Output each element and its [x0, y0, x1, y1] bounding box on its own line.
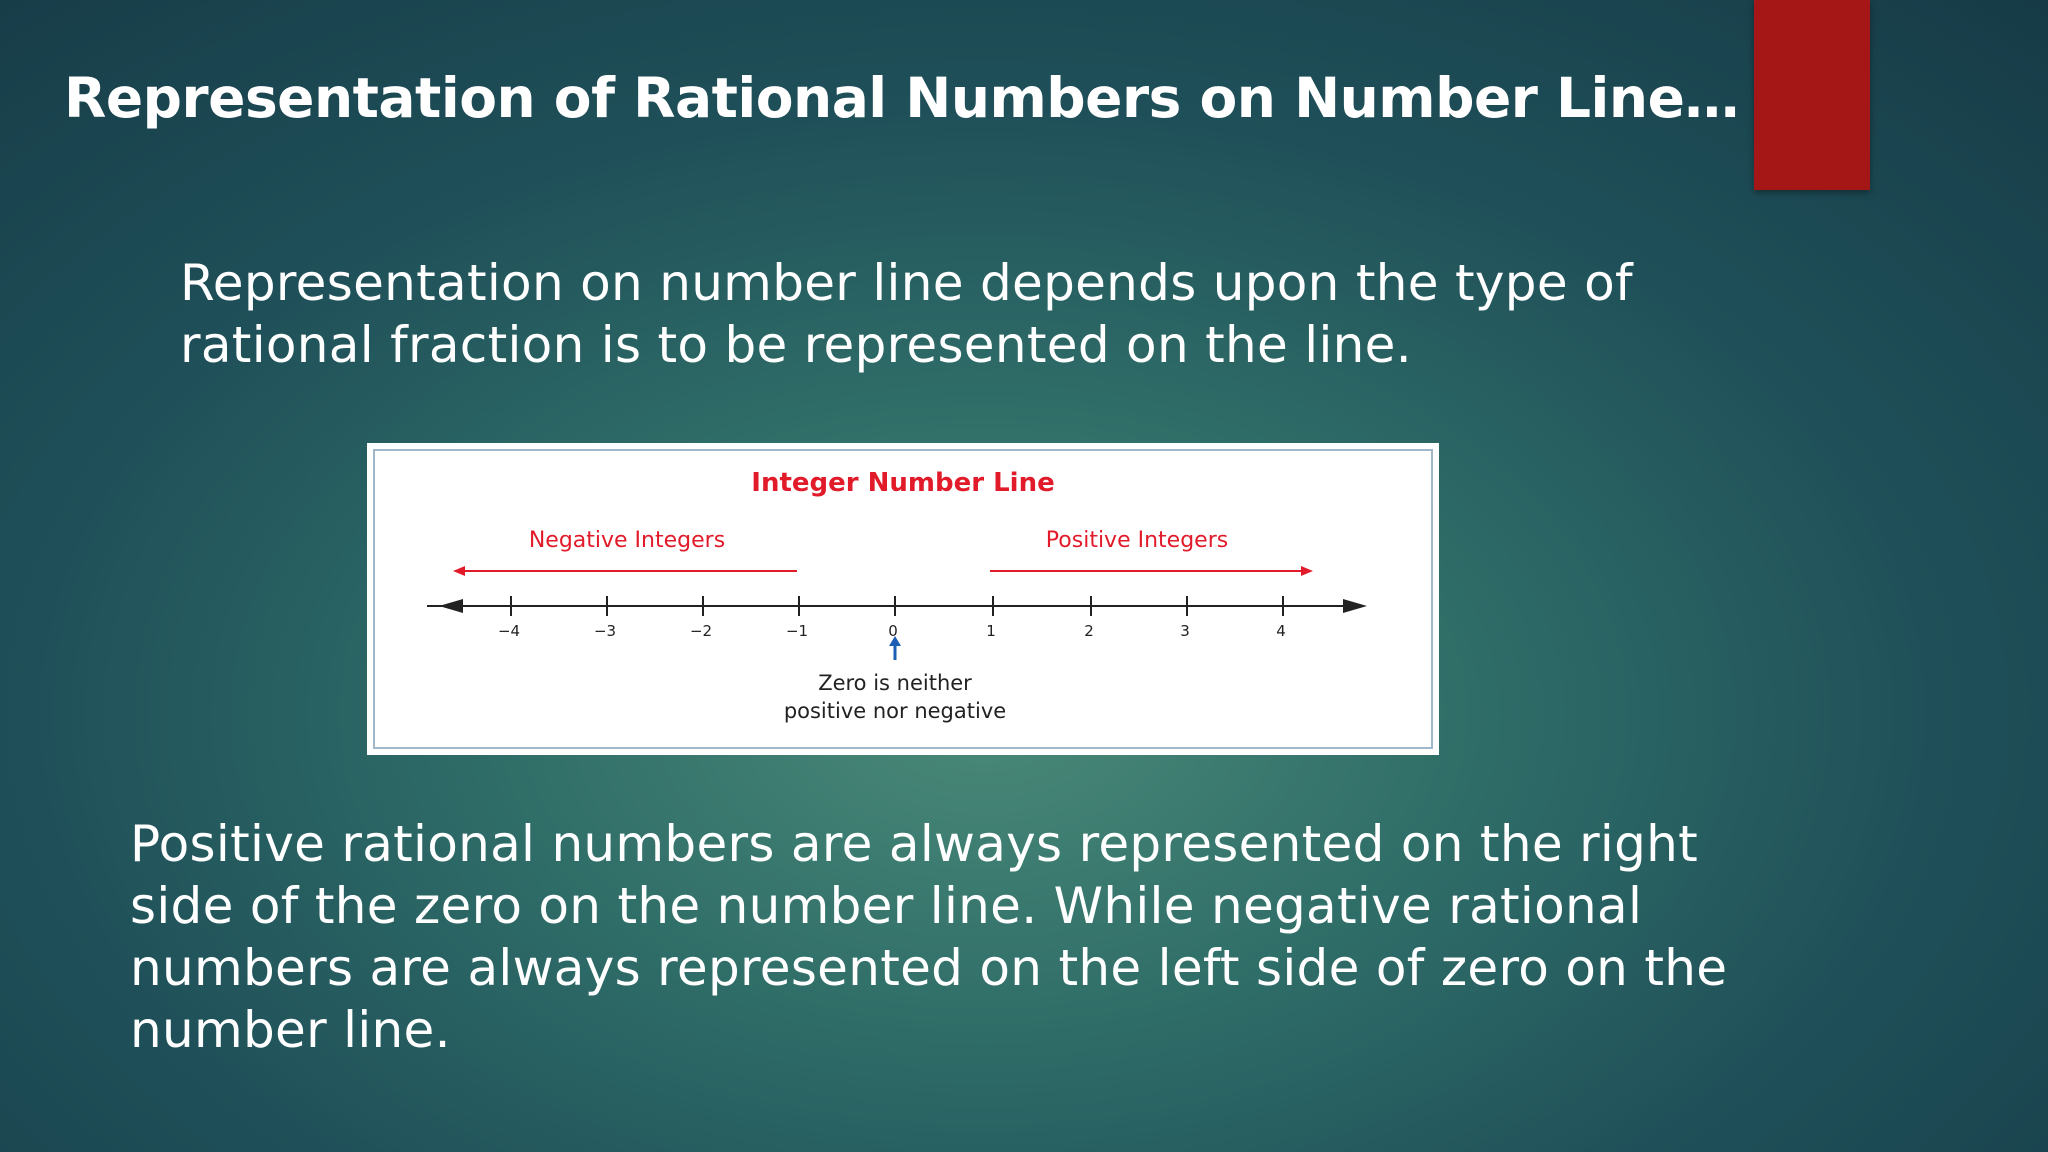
- accent-bar: [1754, 0, 1870, 190]
- right-axis-arrowhead-icon: [1343, 599, 1367, 613]
- tick-label: −3: [593, 622, 617, 640]
- tick-label: −1: [785, 622, 809, 640]
- positive-direction-arrowhead-icon: [1301, 566, 1313, 576]
- tick-label: 3: [1180, 622, 1190, 640]
- explanation-paragraph: Positive rational numbers are always represented on the right side of the zero on the number line. While negative rational numbers are always represented on the left side of zero on the number line.: [130, 815, 1728, 1059]
- figure-title: Integer Number Line: [751, 468, 1055, 498]
- tick-label: 2: [1084, 622, 1094, 640]
- tick-group: [498, 596, 1286, 640]
- tick-label: 1: [986, 622, 996, 640]
- zero-note-line-2: positive nor negative: [783, 699, 1007, 723]
- tick-label: −2: [689, 622, 713, 640]
- integer-number-line-figure: [367, 443, 1439, 755]
- tick-label: 4: [1276, 622, 1286, 640]
- slide-title: Representation of Rational Numbers on Number Line…: [64, 66, 1739, 130]
- tick-label: −4: [497, 622, 521, 640]
- positive-integers-label: Positive Integers: [1045, 528, 1229, 553]
- negative-integers-label: Negative Integers: [528, 528, 726, 553]
- number-line-svg: [367, 443, 1439, 755]
- intro-paragraph: Representation on number line depends upon the type of rational fraction is to be represented on the line.: [180, 254, 1633, 374]
- left-axis-arrowhead-icon: [439, 599, 463, 613]
- zero-note-line-1: Zero is neither: [818, 671, 972, 695]
- negative-direction-arrowhead-icon: [453, 566, 465, 576]
- tick-label: 0: [888, 622, 898, 640]
